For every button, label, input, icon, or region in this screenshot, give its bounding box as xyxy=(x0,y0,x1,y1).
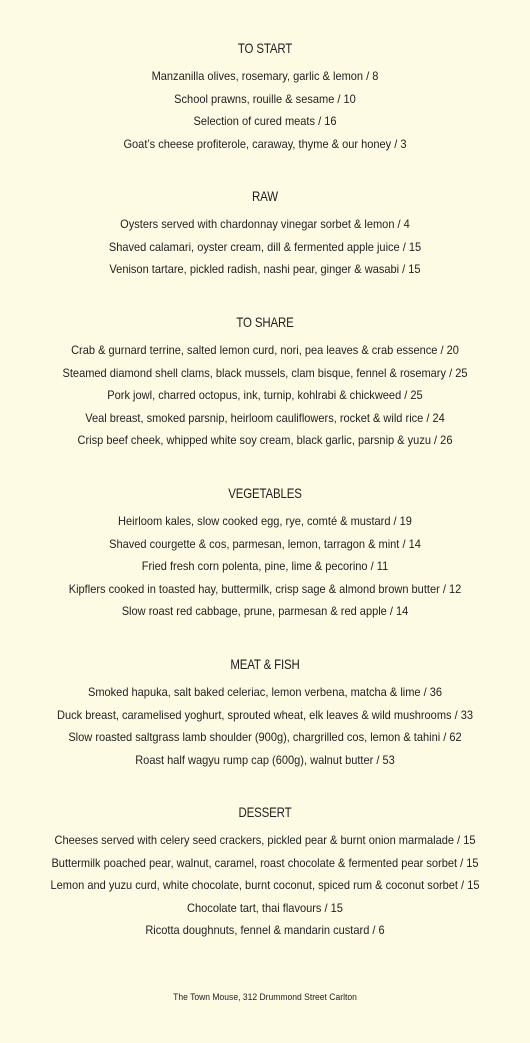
menu-item: School prawns, rouille & sesame / 10 xyxy=(174,91,356,106)
section-to-start xyxy=(0,37,530,155)
menu-item: Crab & gurnard terrine, salted lemon curd, nori, pea leaves & crab essence / 20 xyxy=(71,343,459,357)
section-title: TO SHARE xyxy=(236,314,294,330)
menu-item: Fried fresh corn polenta, pine, lime & pecorino / 11 xyxy=(141,559,389,574)
menu-item: Selection of cured meats / 16 xyxy=(193,114,337,129)
menu-item: Cheeses served with celery seed crackers, pickled pear & burnt onion marmalade / 15 xyxy=(54,833,476,847)
menu-item: Veal breast, smoked parsnip, heirloom cauliflowers, rocket & wild rice / 24 xyxy=(85,410,445,425)
menu-item: Shaved courgette & cos, parmesan, lemon, tarragon & mint / 14 xyxy=(109,536,421,551)
menu-item: Heirloom kales, slow cooked egg, rye, comté & mustard / 19 xyxy=(118,514,412,528)
section-title: TO START xyxy=(237,40,293,56)
item-list xyxy=(0,510,530,623)
section-title: MEAT & FISH xyxy=(230,656,300,672)
section-raw xyxy=(0,185,530,281)
menu-item: Duck breast, caramelised yoghurt, sprouted wheat, elk leaves & wild mushrooms / 33 xyxy=(56,707,474,722)
menu-item: Smoked hapuka, salt baked celeriac, lemon verbena, matcha & lime / 36 xyxy=(87,685,443,699)
item-list xyxy=(0,339,530,452)
menu-item: Lemon and yuzu curd, white chocolate, burnt coconut, spiced rum & coconut sorbet / 15 xyxy=(50,878,480,893)
menu-item: Pork jowl, charred octopus, ink, turnip, kohlrabi & chickweed / 25 xyxy=(107,388,423,403)
section-dessert xyxy=(0,801,530,942)
section-title: DESSERT xyxy=(238,804,292,820)
section-meat-fish xyxy=(0,653,530,771)
menu-item: Crisp beef cheek, whipped white soy cream, black garlic, parsnip & yuzu / 26 xyxy=(77,433,453,448)
menu-item: Goat’s cheese profiterole, caraway, thyme & our honey / 3 xyxy=(123,136,407,151)
menu-item: Steamed diamond shell clams, black mussels, clam bisque, fennel & rosemary / 25 xyxy=(62,365,468,380)
menu-item: Buttermilk poached pear, walnut, caramel, roast chocolate & fermented pear sorbet / 15 xyxy=(51,855,479,870)
menu-item: Slow roast red cabbage, prune, parmesan & red apple / 14 xyxy=(121,604,409,619)
item-list xyxy=(0,65,530,155)
footer-address: The Town Mouse, 312 Drummond Street Carlton xyxy=(173,992,357,1002)
menu-item: Kipflers cooked in toasted hay, buttermilk, crisp sage & almond brown butter / 12 xyxy=(68,581,462,596)
menu-item: Slow roasted saltgrass lamb shoulder (900g), chargrilled cos, lemon & tahini / 62 xyxy=(68,730,462,745)
item-list xyxy=(0,829,530,942)
menu-item: Venison tartare, pickled radish, nashi pear, ginger & wasabi / 15 xyxy=(109,262,421,277)
menu-item: Roast half wagyu rump cap (600g), walnut butter / 53 xyxy=(135,752,395,767)
menu-item: Ricotta doughnuts, fennel & mandarin custard / 6 xyxy=(145,923,385,938)
menu-item: Manzanilla olives, rosemary, garlic & lemon / 8 xyxy=(151,69,379,83)
menu-item: Chocolate tart, thai flavours / 15 xyxy=(187,900,343,915)
menu-item: Oysters served with chardonnay vinegar sorbet & lemon / 4 xyxy=(120,217,410,231)
menu-item: Shaved calamari, oyster cream, dill & fermented apple juice / 15 xyxy=(108,239,422,254)
section-title: RAW xyxy=(252,188,278,204)
section-to-share xyxy=(0,311,530,452)
item-list xyxy=(0,213,530,281)
section-vegetables xyxy=(0,482,530,623)
item-list xyxy=(0,681,530,771)
section-title: VEGETABLES xyxy=(228,485,302,501)
